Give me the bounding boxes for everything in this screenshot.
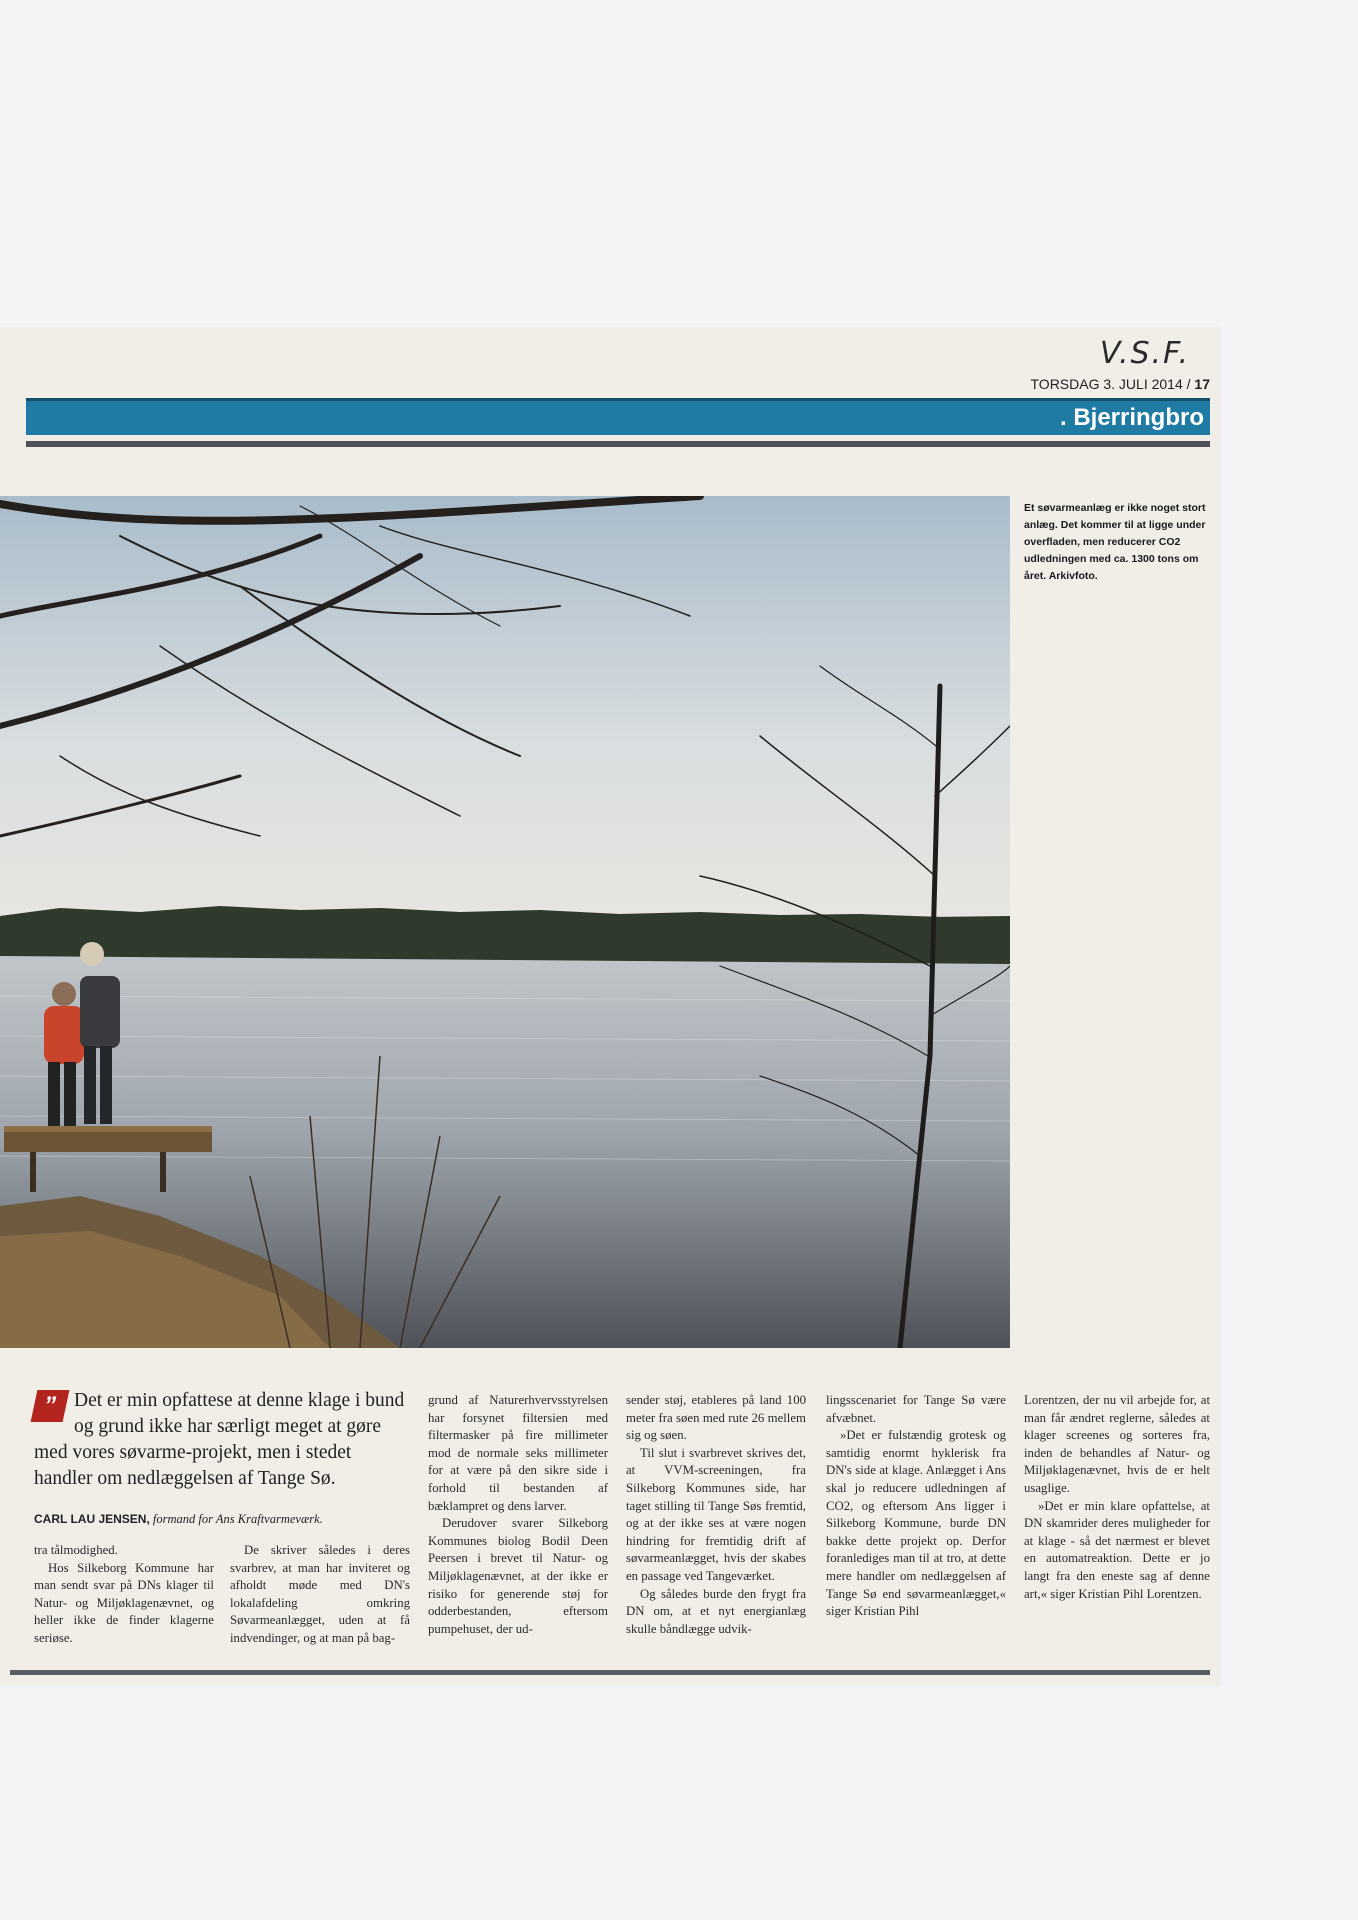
dateline	[1031, 376, 1211, 392]
paragraph: »Det er fulstændig grotesk og samtidig enormt hyklerisk fra DN's side at klage. Anlægget i Ans skal jo reducere udledningen af CO2, og eftersom Ans ligger i Silkeborg Kommune, burde DN bakke dette projekt op. Derfor foranlediges man til at tro, at dette mere handler om nedlæggelsen af Tange Sø end søvarmeanlægget,« siger Kristian Pihl	[826, 1428, 1006, 1619]
handwritten-mark: V.S.F.	[1099, 336, 1190, 371]
byline-role: formand for Ans Kraftvarmeværk.	[152, 1512, 323, 1526]
pull-quote-byline	[34, 1512, 414, 1527]
section-title: . Bjerringbro	[1059, 404, 1204, 431]
paragraph: Til slut i svarbrevet skrives det, at VVM-screeningen, fra Silkeborg Kommunes side, har taget stilling til Tange Søs fremtid, og at der ikke ses at være nogen hindring for fremtidig drift af søvarmeanlægget, hvis der skabes en passage ved Tangeværket.	[626, 1445, 806, 1583]
paragraph: Derudover svarer Silkeborg Kommunes biolog Bodil Deen Peersen i brevet til Natur- og Miljøklagenævnet, at der ikke er risiko for generende støj for odderbestanden, eftersom pumpehuset, der ud-	[428, 1516, 608, 1636]
article-column-4	[626, 1392, 806, 1638]
paragraph: Lorentzen, der nu vil arbejde for, at man får ændret reglerne, således at klager screenes og sorteres fra, inden de behandles af Natur- og Miljøklagenævnet, hvis de er helt usaglige.	[1024, 1393, 1210, 1495]
byline-name: CARL LAU JENSEN,	[34, 1512, 150, 1526]
paragraph: tra tålmodighed.	[34, 1543, 118, 1557]
article-column-1	[34, 1542, 214, 1648]
date-text: TORSDAG 3. JULI 2014 /	[1030, 376, 1191, 392]
paragraph: Hos Silkeborg Kommune har man sendt svar på DNs klager til Natur- og Miljøklagenævnet, og heller ikke de finder klagerne seriøse.	[34, 1560, 214, 1645]
paragraph: grund af Naturerhvervsstyrelsen har forsynet filtersien med filtermasker på fire millimeter mod de normale seks millimeter for at være på den sikre side i forhold til bestanden af bæklampret og dens larver.	[428, 1393, 608, 1513]
article-column-5	[826, 1392, 1006, 1621]
photo-caption: Et søvarmeanlæg er ikke noget stort anlæg. Det kommer til at ligge under overfladen, men reducerer CO2 udledningen med ca. 1300 tons om året. Arkivfoto.	[1024, 502, 1206, 582]
paragraph: Og således burde den frygt fra DN om, at et nyt energianlæg skulle båndlægge udvik-	[626, 1586, 806, 1636]
section-bar	[26, 398, 1210, 435]
quote-mark-icon: ”	[31, 1390, 70, 1422]
paragraph: lingsscenariet for Tange Sø være afvæbnet.	[826, 1393, 1006, 1425]
pull-quote-text: Det er min opfattese at denne klage i bund og grund ikke har særligt meget at gøre med vores søvarme-projekt, men i stedet handler om nedlæggelsen af Tange Sø.	[34, 1390, 405, 1489]
header-rule	[26, 441, 1210, 447]
article-column-2	[230, 1542, 410, 1648]
pull-quote	[34, 1388, 414, 1527]
paragraph: De skriver således i deres svarbrev, at man har inviteret og afholdt møde med DN's lokalafdeling omkring Søvarmeanlægget, uden at få indvendinger, og at man på bag-	[230, 1543, 410, 1645]
paragraph: »Det er min klare opfattelse, at DN skamrider deres muligheder for at klage - så det nærmest er blevet en automatreaktion. Dette er jo langt fra den eneste sag af denne art,« siger Kristian Pihl Lorentzen.	[1024, 1498, 1210, 1601]
footer-rule	[10, 1670, 1210, 1675]
page-number: 17	[1194, 376, 1210, 392]
article-column-3	[428, 1392, 608, 1638]
newspaper-clipping	[0, 328, 1220, 1686]
paragraph: sender støj, etableres på land 100 meter fra søen med rute 26 mellem sig og søen.	[626, 1393, 806, 1443]
article-column-6	[1024, 1392, 1210, 1603]
lake-photo	[0, 496, 1010, 1348]
